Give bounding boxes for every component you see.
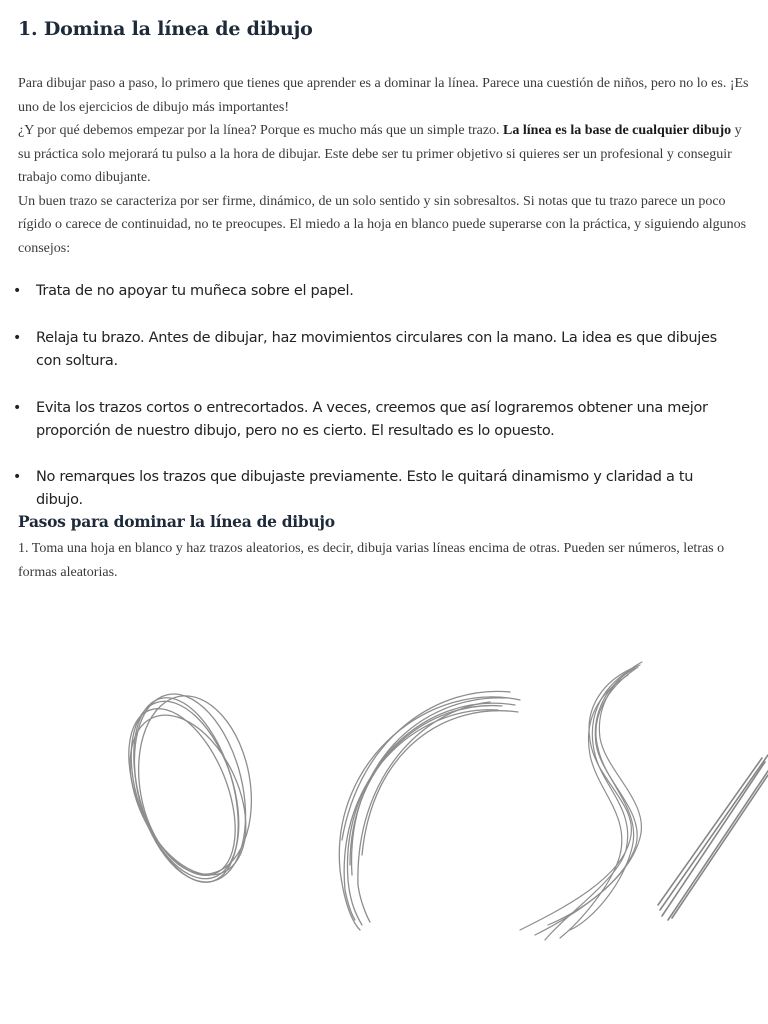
intro-paragraph-1: Para dibujar paso a paso, lo primero que tienes que aprender es a dominar la línea. Parece una cuestión de niños, pero no lo es. ¡Es uno de los ejercicios de dibujo más importantes! (18, 76, 749, 115)
tip-item: • No remarques los trazos que dibujaste previamente. Esto le quitará dinamismo y claridad a tu dibujo. (36, 466, 736, 512)
intro-paragraph-3: Un buen trazo se caracteriza por ser firme, dinámico, de un solo sentido y sin sobresaltos. Si notas que tu trazo parece un poco rígido o carece de continuidad, no te preocupes. El miedo a la hoja en blanco puede superarse con la práctica, y siguiendo algunos consejos: (18, 193, 747, 256)
intro-paragraph-2 (18, 119, 756, 190)
pencil-stroke-s (520, 662, 642, 940)
pencil-stroke-o (107, 682, 269, 894)
tip-item: • Relaja tu brazo. Antes de dibujar, haz movimientos circulares con la mano. La idea es que dibujes con soltura. (36, 327, 736, 373)
pencil-strokes-drawing (0, 640, 768, 970)
intro-paragraph-2-end: y su práctica solo mejorará tu pulso a la hora de dibujar. Este debe ser tu primer objetivo si quieres ser un profesional y conseguir trabajo como dibujante. (18, 123, 742, 185)
intro-paragraph-2-bold: La línea es la base de cualquier dibujo (503, 123, 732, 138)
step-1-text: 1. Toma una hoja en blanco y haz trazos aleatorios, es decir, dibuja varias líneas encima de otras. Pueden ser números, letras o formas aleatorias. (18, 541, 725, 580)
pencil-stroke-line (658, 755, 768, 920)
tip-item: • Trata de no apoyar tu muñeca sobre el papel. (36, 280, 736, 303)
pencil-stroke-c (339, 691, 520, 930)
tip-item: • Evita los trazos cortos o entrecortados. A veces, creemos que así lograremos obtener una mejor proporción de nuestro dibujo, pero no es cierto. El resultado es lo opuesto. (36, 397, 736, 443)
subsection-heading: Pasos para dominar la línea de dibujo (18, 512, 335, 531)
intro-text (18, 72, 756, 260)
section-heading: 1. Domina la línea de dibujo (18, 18, 313, 40)
intro-paragraph-2-start: ¿Y por qué debemos empezar por la línea? Porque es mucho más que un simple trazo. (18, 123, 504, 138)
pencil-strokes-illustration (0, 640, 768, 970)
